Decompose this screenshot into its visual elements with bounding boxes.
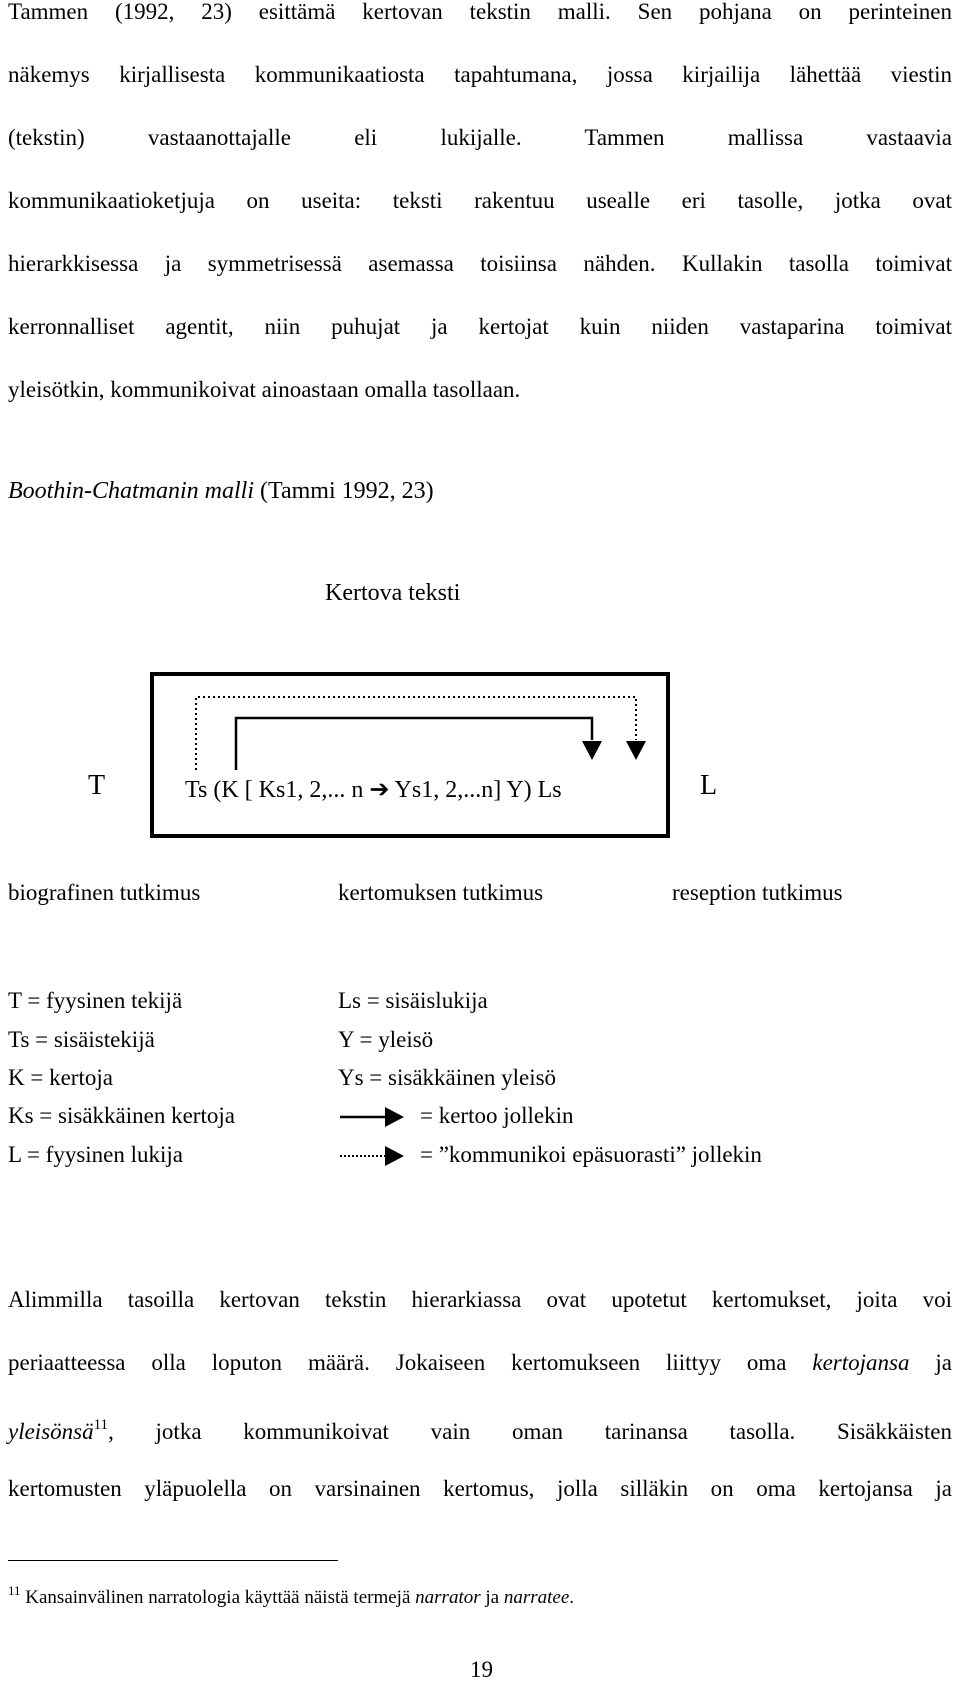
page-number: 19 — [470, 1657, 493, 1682]
legend-item: L = fyysinen lukija — [8, 1142, 184, 1167]
model-caption-italic: Boothin-Chatmanin malli — [8, 478, 254, 504]
footnote-term: narratee — [503, 1587, 570, 1608]
paragraph-line: kommunikaatioketjuja on useita: teksti rakentuu usealle eri tasolle, jotka ovat — [8, 188, 952, 213]
footnote-term: narrator — [415, 1587, 481, 1608]
legend-item: K = kertoja — [8, 1065, 113, 1090]
legend-item: T = fyysinen tekijä — [8, 988, 183, 1013]
text-run: periaatteessa olla loputon määrä. Jokaiseen kertomukseen liittyy oma — [8, 1350, 813, 1375]
footnote-divider — [8, 1560, 338, 1561]
dotted-arrowhead-icon — [385, 1146, 404, 1166]
real-author-label: T — [88, 770, 106, 801]
legend-item: Ys = sisäkkäinen yleisö — [338, 1065, 557, 1090]
study-narrative: kertomuksen tutkimus — [338, 880, 544, 905]
paragraph-line: näkemys kirjallisesta kommunikaatiosta tapahtumana, jossa kirjailija lähettää viestin — [8, 62, 952, 87]
formula-left: Ts (K [ Ks1, 2,... n — [185, 777, 370, 803]
legend-item: Y = yleisö — [338, 1027, 434, 1052]
paragraph-line: (tekstin) vastaanottajalle eli lukijalle. Tammen mallissa vastaavia — [8, 125, 952, 150]
paragraph-line — [8, 1331, 952, 1394]
formula-right: Ys1, 2,...n] Y) Ls — [389, 777, 562, 803]
model-caption-source: (Tammi 1992, 23) — [254, 478, 434, 504]
text-run: ja — [909, 1350, 952, 1375]
solid-arrowhead-icon — [385, 1107, 404, 1127]
paragraph-line: kerronnalliset agentit, niin puhujat ja kertojat kuin niiden vastaparina toimivat — [8, 314, 952, 339]
paragraph-line: Tammen (1992, 23) esittämä kertovan tekstin malli. Sen pohjana on perinteinen — [8, 0, 952, 24]
legend-item-indirect: = ”kommunikoi epäsuorasti” jollekin — [420, 1142, 762, 1167]
body-paragraph-2 — [8, 1268, 952, 1520]
paragraph-line: Alimmilla tasoilla kertovan tekstin hierarkiassa ovat upotetut kertomukset, joita voi — [8, 1287, 952, 1312]
legend-item-direct: = kertoo jollekin — [420, 1103, 574, 1128]
study-reception: reseption tutkimus — [672, 880, 843, 905]
footnote-text: Kansainvälinen narratologia käyttää näistä termejä — [20, 1587, 416, 1608]
footnote-reference[interactable]: 11 — [93, 1417, 109, 1433]
legend-item: Ls = sisäislukija — [338, 988, 488, 1013]
paragraph-line: yleisötkin, kommunikoivat ainoastaan omalla tasollaan. — [8, 377, 521, 402]
footnote-text: ja — [480, 1587, 504, 1608]
study-biographical: biografinen tutkimus — [8, 880, 201, 905]
footnote — [8, 1583, 574, 1609]
legend-item: Ks = sisäkkäinen kertoja — [8, 1103, 235, 1128]
italic-term: yleisönsä — [8, 1419, 94, 1444]
footnote-number: 11 — [8, 1583, 21, 1598]
legend-item: Ts = sisäistekijä — [8, 1027, 155, 1052]
paragraph-line — [8, 1394, 952, 1457]
italic-term: kertojansa — [812, 1350, 910, 1375]
footnote-text: . — [569, 1587, 575, 1608]
text-run: , jotka kommunikoivat vain oman tarinansa tasolla. Sisäkkäisten — [108, 1419, 952, 1444]
arrow-right-icon: ➔ — [369, 777, 390, 803]
paragraph-line: kertomusten yläpuolella on varsinainen kertomus, jolla silläkin on oma kertojansa ja — [8, 1476, 952, 1501]
paragraph-line: hierarkkisessa ja symmetrisessä asemassa toisiinsa nähden. Kullakin tasolla toimivat — [8, 251, 952, 276]
diagram-title: Kertova teksti — [325, 580, 461, 606]
real-reader-label: L — [700, 770, 718, 801]
